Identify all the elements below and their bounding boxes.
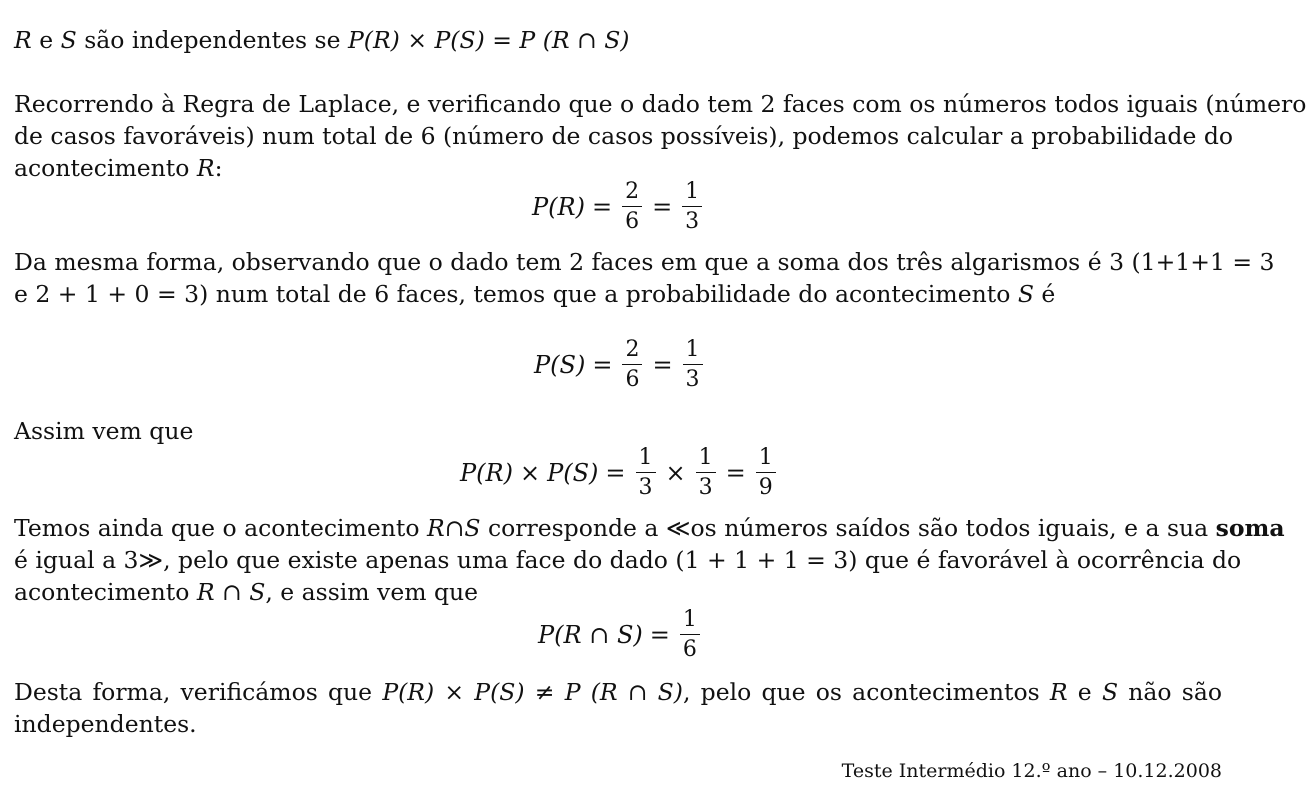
equation-p-s [534, 336, 706, 393]
symbol-r: R [1049, 678, 1068, 706]
numerator: 1 [682, 178, 702, 207]
symbol-s: S [1101, 678, 1119, 706]
comma: , [682, 678, 691, 706]
symbol-r: R [196, 154, 215, 182]
conclusion-line-2: independentes. [14, 710, 197, 738]
text-pelo-que: pelo que os acontecimentos [700, 678, 1040, 706]
expr-p-s: P(S) [474, 678, 525, 706]
symbol-s: S [60, 26, 77, 54]
expr-p-s: P(S) [434, 26, 485, 54]
paragraph-laplace-line-2: de casos favoráveis) num total de 6 (número de casos possíveis), podemos calcular a probabilidade do [14, 122, 1234, 150]
definition-text: são independentes se [84, 26, 341, 54]
denominator: 3 [685, 209, 700, 234]
fraction-one-sixth [680, 606, 700, 663]
text-temos-ainda: Temos ainda que o acontecimento [14, 514, 420, 542]
expr-p-r: P(R) [532, 192, 585, 221]
op-times: × [519, 458, 541, 487]
fraction-one-third [683, 336, 703, 393]
text-nao-sao: não são [1128, 678, 1222, 706]
op-not-equal: ≠ [534, 678, 555, 706]
paragraph-intersection-line-3 [14, 576, 478, 608]
op-times: × [407, 26, 428, 54]
paragraph-intersection-line-1 [14, 512, 1285, 544]
expr-p-s: P(S) [547, 458, 599, 487]
denominator: 9 [758, 475, 773, 500]
word-e: e [39, 26, 54, 54]
word-e: e [1077, 678, 1092, 706]
paragraph-laplace-line-1: Recorrendo à Regra de Laplace, e verificando que o dado tem 2 faces com os números todos iguais (número [14, 90, 1306, 118]
fraction-one-third [636, 444, 656, 501]
fraction-one-third [682, 178, 702, 235]
fraction-two-sixths [622, 336, 642, 393]
expr-p-r: P(R) [460, 458, 513, 487]
op-equals: = [492, 26, 512, 54]
text-corresponde: corresponde a ≪os números saídos são todos iguais, e a sua [487, 514, 1209, 542]
op-times: × [665, 458, 686, 487]
denominator: 3 [698, 475, 713, 500]
equation-product [460, 444, 779, 501]
equation-p-r [532, 178, 705, 235]
text-sum-continuation: e 2 + 1 + 0 = 3) num total de 6 faces, temos que a probabilidade do acontecimento [14, 280, 1011, 308]
fraction-one-third [696, 444, 716, 501]
fraction-two-sixths [622, 178, 642, 235]
numerator: 1 [680, 606, 700, 635]
denominator: 6 [625, 209, 640, 234]
op-equals: = [605, 458, 626, 487]
fraction-one-ninth [756, 444, 776, 501]
colon: : [214, 154, 223, 182]
expr-p-r-cap-s: P (R ∩ S) [519, 26, 630, 54]
expr-p-s: P(S) [534, 350, 586, 379]
text-assim-vem-que: , e assim vem que [265, 578, 479, 606]
numerator: 1 [683, 336, 703, 365]
text-desta-forma: Desta forma, verificámos que [14, 678, 373, 706]
expr-p-r: P(R) [347, 26, 400, 54]
op-equals: = [591, 192, 613, 221]
paragraph-sum-line-1: Da mesma forma, observando que o dado tem 2 faces em que a soma dos três algarismos é 3 (1+1+1 = 3 [14, 248, 1275, 276]
denominator: 3 [638, 475, 653, 500]
definition-line [14, 24, 629, 56]
numerator: 1 [756, 444, 776, 473]
numerator: 2 [622, 178, 642, 207]
assim-vem-que-line: Assim vem que [14, 417, 194, 445]
symbol-r: R [14, 26, 32, 54]
paragraph-sum-line-2 [14, 278, 1055, 310]
text-acontecimento: acontecimento [14, 154, 190, 182]
source-citation: Teste Intermédio 12.º ano – 10.12.2008 [841, 760, 1222, 782]
text-acontecimento: acontecimento [14, 578, 190, 606]
word-e-acute: é [1041, 280, 1056, 308]
op-equals: = [652, 350, 673, 379]
paragraph-laplace-line-3 [14, 152, 223, 184]
equation-p-r-cap-s [538, 606, 703, 663]
numerator: 1 [696, 444, 716, 473]
op-equals: = [649, 620, 670, 649]
numerator: 1 [636, 444, 656, 473]
denominator: 6 [682, 637, 697, 662]
denominator: 3 [685, 367, 700, 392]
op-times: × [444, 678, 465, 706]
conclusion-line-1 [14, 676, 1222, 708]
numerator: 2 [622, 336, 642, 365]
denominator: 6 [625, 367, 640, 392]
expr-p-r: P(R) [382, 678, 435, 706]
op-equals: = [652, 192, 673, 221]
expr-p-r-cap-s: P(R ∩ S) [538, 620, 643, 649]
paragraph-intersection-line-2: é igual a 3≫, pelo que existe apenas uma face do dado (1 + 1 + 1 = 3) que é favorável à ocorrência do [14, 546, 1242, 574]
expr-p-r-cap-s: P (R ∩ S) [564, 678, 683, 706]
op-equals: = [725, 458, 746, 487]
symbol-r-cap-s: R∩S [426, 514, 481, 542]
bold-soma: soma [1215, 514, 1285, 542]
symbol-s: S [1017, 280, 1034, 308]
symbol-r-cap-s: R ∩ S [196, 578, 266, 606]
op-equals: = [592, 350, 613, 379]
